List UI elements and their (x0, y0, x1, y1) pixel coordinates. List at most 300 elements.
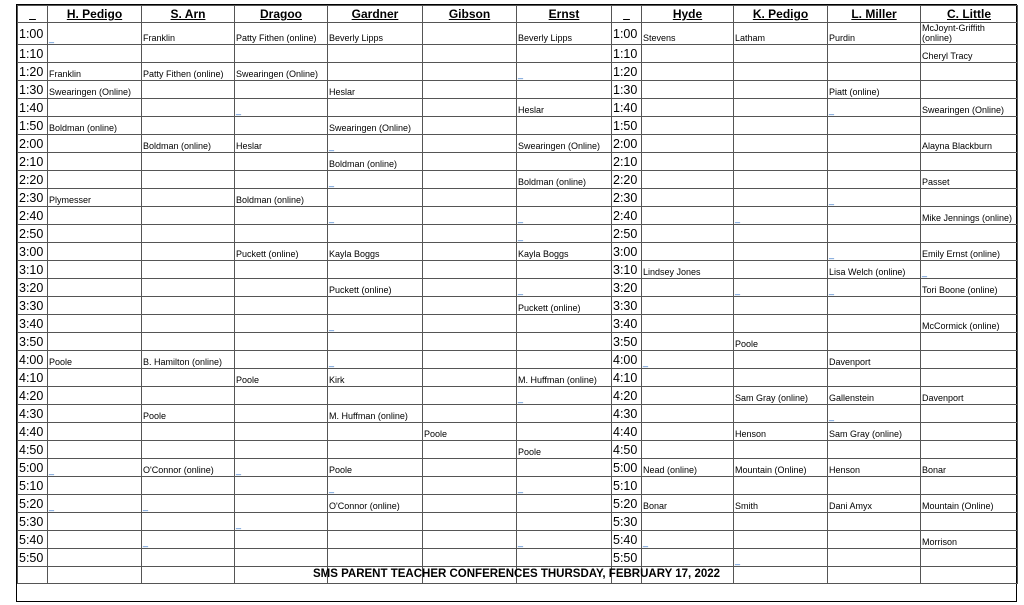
appointment-cell (517, 441, 612, 459)
appointment-name: Boldman (online) (143, 141, 212, 151)
time-label: 5:00 (612, 459, 642, 477)
appointment-name: Nead (online) (643, 465, 698, 475)
appointment-cell (734, 387, 828, 405)
blank-marker: _ (735, 285, 741, 295)
appointment-cell (48, 441, 142, 459)
appointment-cell (423, 531, 517, 549)
time-label: 1:40 (18, 99, 48, 117)
appointment-cell (642, 99, 734, 117)
time-slot-row (18, 333, 1018, 351)
appointment-cell (642, 207, 734, 225)
time-label: 4:40 (18, 423, 48, 441)
time-label: 5:10 (18, 477, 48, 495)
blank-marker: _ (329, 177, 335, 187)
appointment-name: Morrison (922, 537, 958, 547)
appointment-cell (517, 495, 612, 513)
appointment-cell (642, 261, 734, 279)
appointment-name: Poole (143, 411, 167, 421)
time-slot-row (18, 99, 1018, 117)
blank-marker: _ (518, 231, 524, 241)
appointment-cell (328, 23, 423, 45)
appointment-cell (517, 387, 612, 405)
appointment-name: Kayla Boggs (329, 249, 380, 259)
time-label: 4:20 (612, 387, 642, 405)
appointment-cell (235, 117, 328, 135)
appointment-name: Mountain (Online) (922, 501, 994, 511)
appointment-cell (921, 459, 1018, 477)
appointment-cell (48, 297, 142, 315)
appointment-cell (734, 459, 828, 477)
time-label: 2:50 (18, 225, 48, 243)
appointment-cell (921, 153, 1018, 171)
appointment-cell (423, 189, 517, 207)
appointment-cell (734, 135, 828, 153)
appointment-cell (328, 279, 423, 297)
blank-marker: _ (329, 357, 335, 367)
appointment-name: Poole (329, 465, 353, 475)
appointment-cell (328, 441, 423, 459)
appointment-name: Puckett (online) (236, 249, 299, 259)
blank-marker: _ (518, 483, 524, 493)
appointment-cell (734, 153, 828, 171)
appointment-cell (328, 117, 423, 135)
time-slot-row (18, 315, 1018, 333)
time-slot-row (18, 135, 1018, 153)
time-slot-row (18, 279, 1018, 297)
appointment-cell (48, 207, 142, 225)
appointment-name: Heslar (518, 105, 545, 115)
blank-marker: _ (236, 519, 242, 529)
appointment-name: Swearingen (Online) (236, 69, 319, 79)
appointment-name: Tori Boone (online) (922, 285, 998, 295)
appointment-cell (517, 171, 612, 189)
appointment-cell (235, 513, 328, 531)
appointment-cell (921, 333, 1018, 351)
appointment-cell (921, 351, 1018, 369)
appointment-cell (921, 225, 1018, 243)
blank-marker: _ (829, 249, 835, 259)
blank-marker: _ (643, 537, 649, 547)
appointment-cell (734, 495, 828, 513)
appointment-cell (235, 81, 328, 99)
appointment-cell (517, 63, 612, 81)
appointment-cell (517, 549, 612, 567)
time-label: 2:00 (18, 135, 48, 153)
appointment-name: Plymesser (49, 195, 92, 205)
header-row (18, 6, 1018, 23)
appointment-cell (642, 549, 734, 567)
appointment-name: Davenport (922, 393, 964, 403)
appointment-cell (328, 45, 423, 63)
appointment-cell (328, 189, 423, 207)
appointment-cell (828, 351, 921, 369)
schedule-body (18, 23, 1018, 584)
appointment-cell (48, 81, 142, 99)
appointment-cell (517, 333, 612, 351)
appointment-cell (423, 477, 517, 495)
appointment-name: Cheryl Tracy (922, 51, 973, 61)
appointment-cell (328, 207, 423, 225)
time-label: 1:10 (612, 45, 642, 63)
appointment-cell (328, 423, 423, 441)
appointment-name: Boldman (online) (329, 159, 398, 169)
appointment-cell (921, 531, 1018, 549)
blank-marker: _ (643, 357, 649, 367)
appointment-cell (48, 23, 142, 45)
time-label: 4:20 (18, 387, 48, 405)
appointment-cell (921, 81, 1018, 99)
appointment-cell (642, 243, 734, 261)
appointment-cell (921, 549, 1018, 567)
time-slot-row (18, 153, 1018, 171)
appointment-cell (142, 63, 235, 81)
appointment-name: Poole (236, 375, 260, 385)
appointment-cell (235, 171, 328, 189)
appointment-cell (642, 531, 734, 549)
appointment-cell (921, 117, 1018, 135)
appointment-name: Beverly Lipps (518, 33, 573, 43)
appointment-cell (423, 441, 517, 459)
appointment-name: Poole (735, 339, 759, 349)
appointment-name: Beverly Lipps (329, 33, 384, 43)
time-label: 4:50 (612, 441, 642, 459)
appointment-cell (423, 351, 517, 369)
time-slot-row (18, 441, 1018, 459)
appointment-cell (921, 297, 1018, 315)
appointment-cell (828, 243, 921, 261)
appointment-name: Patty Fithen (online) (143, 69, 224, 79)
appointment-cell (328, 81, 423, 99)
appointment-cell (142, 81, 235, 99)
appointment-cell (642, 189, 734, 207)
teacher-column-header: Gardner (328, 6, 423, 23)
schedule-sheet (16, 4, 1017, 602)
appointment-cell (921, 243, 1018, 261)
appointment-cell (235, 531, 328, 549)
appointment-cell (328, 135, 423, 153)
appointment-name: Bonar (643, 501, 668, 511)
time-label: 3:20 (612, 279, 642, 297)
time-slot-row (18, 297, 1018, 315)
appointment-cell (828, 207, 921, 225)
appointment-cell (734, 63, 828, 81)
appointment-cell (642, 45, 734, 63)
appointment-cell (48, 423, 142, 441)
appointment-cell (423, 333, 517, 351)
blank-marker: _ (329, 213, 335, 223)
appointment-cell (48, 153, 142, 171)
time-label: 3:30 (612, 297, 642, 315)
appointment-cell (235, 153, 328, 171)
time-slot-row (18, 387, 1018, 405)
appointment-cell (828, 477, 921, 495)
time-label: 1:20 (18, 63, 48, 81)
teacher-column-header: S. Arn (142, 6, 235, 23)
appointment-cell (734, 441, 828, 459)
time-label: 4:10 (612, 369, 642, 387)
appointment-cell (642, 153, 734, 171)
time-label: 4:50 (18, 441, 48, 459)
appointment-cell (235, 45, 328, 63)
appointment-cell (828, 513, 921, 531)
appointment-cell (642, 117, 734, 135)
appointment-cell (423, 243, 517, 261)
appointment-cell (828, 333, 921, 351)
appointment-cell (235, 315, 328, 333)
appointment-cell (328, 225, 423, 243)
appointment-name: Poole (49, 357, 73, 367)
appointment-cell (235, 279, 328, 297)
appointment-cell (235, 387, 328, 405)
appointment-cell (235, 351, 328, 369)
appointment-name: Swearingen (Online) (518, 141, 601, 151)
appointment-cell (828, 315, 921, 333)
appointment-cell (828, 99, 921, 117)
appointment-cell (235, 99, 328, 117)
time-slot-row (18, 189, 1018, 207)
appointment-cell (48, 225, 142, 243)
time-slot-row (18, 405, 1018, 423)
appointment-cell (517, 477, 612, 495)
appointment-cell (48, 549, 142, 567)
appointment-cell (328, 405, 423, 423)
appointment-cell (48, 243, 142, 261)
appointment-cell (235, 225, 328, 243)
appointment-cell (48, 477, 142, 495)
appointment-cell (235, 549, 328, 567)
appointment-cell (328, 243, 423, 261)
time-label: 3:50 (18, 333, 48, 351)
time-label: 3:30 (18, 297, 48, 315)
appointment-name: Henson (735, 429, 767, 439)
time-label: 1:50 (18, 117, 48, 135)
appointment-cell (328, 351, 423, 369)
appointment-cell (734, 369, 828, 387)
appointment-cell (142, 243, 235, 261)
appointment-cell (142, 261, 235, 279)
time-label: 5:50 (18, 549, 48, 567)
appointment-cell (921, 405, 1018, 423)
appointment-cell (517, 459, 612, 477)
time-label: 2:20 (18, 171, 48, 189)
appointment-cell (48, 351, 142, 369)
appointment-cell (517, 261, 612, 279)
appointment-cell (921, 279, 1018, 297)
appointment-cell (517, 405, 612, 423)
appointment-cell (828, 189, 921, 207)
blank-marker: _ (518, 537, 524, 547)
appointment-cell (921, 387, 1018, 405)
appointment-cell (921, 495, 1018, 513)
appointment-cell (828, 81, 921, 99)
time-label: 3:40 (612, 315, 642, 333)
appointment-cell (734, 189, 828, 207)
appointment-cell (48, 135, 142, 153)
appointment-cell (734, 297, 828, 315)
appointment-cell (517, 45, 612, 63)
blank-marker: _ (518, 393, 524, 403)
appointment-cell (423, 63, 517, 81)
appointment-cell (142, 189, 235, 207)
appointment-cell (734, 225, 828, 243)
appointment-cell (921, 423, 1018, 441)
appointment-cell (142, 369, 235, 387)
time-slot-row (18, 63, 1018, 81)
appointment-cell (642, 495, 734, 513)
appointment-cell (142, 387, 235, 405)
appointment-cell (48, 189, 142, 207)
appointment-name: M. Huffman (online) (518, 375, 597, 385)
appointment-cell (734, 351, 828, 369)
appointment-cell (328, 477, 423, 495)
time-label: 3:50 (612, 333, 642, 351)
appointment-cell (734, 207, 828, 225)
appointment-cell (142, 99, 235, 117)
appointment-cell (423, 315, 517, 333)
appointment-cell (642, 513, 734, 531)
appointment-cell (235, 297, 328, 315)
time-label: 5:10 (612, 477, 642, 495)
appointment-cell (517, 99, 612, 117)
appointment-cell (828, 63, 921, 81)
teacher-column-header: Ernst (517, 6, 612, 23)
appointment-name: B. Hamilton (online) (143, 357, 223, 367)
appointment-cell (48, 171, 142, 189)
appointment-cell (142, 423, 235, 441)
blank-marker: _ (518, 69, 524, 79)
time-label: 2:20 (612, 171, 642, 189)
time-slot-row (18, 45, 1018, 63)
appointment-cell (48, 513, 142, 531)
appointment-cell (734, 549, 828, 567)
time-slot-row (18, 117, 1018, 135)
appointment-cell (642, 23, 734, 45)
appointment-cell (423, 81, 517, 99)
appointment-cell (642, 369, 734, 387)
appointment-cell (423, 495, 517, 513)
blank-marker: _ (735, 555, 741, 565)
time-label: 2:30 (18, 189, 48, 207)
appointment-cell (142, 531, 235, 549)
blank-marker: _ (829, 285, 835, 295)
appointment-name: Davenport (829, 357, 871, 367)
time-slot-row (18, 459, 1018, 477)
appointment-cell (828, 171, 921, 189)
appointment-cell (142, 45, 235, 63)
appointment-name: Kirk (329, 375, 345, 385)
appointment-cell (235, 333, 328, 351)
appointment-cell (517, 279, 612, 297)
appointment-cell (423, 387, 517, 405)
time-label: 1:30 (18, 81, 48, 99)
time-slot-row (18, 531, 1018, 549)
appointment-name: Boldman (online) (49, 123, 118, 133)
appointment-name: Boldman (online) (236, 195, 305, 205)
time-label: 1:30 (612, 81, 642, 99)
blank-marker: _ (236, 465, 242, 475)
time-label: 2:00 (612, 135, 642, 153)
appointment-cell (423, 279, 517, 297)
time-label: 1:20 (612, 63, 642, 81)
appointment-name: O'Connor (online) (143, 465, 214, 475)
appointment-cell (828, 405, 921, 423)
appointment-name: Stevens (643, 33, 676, 43)
appointment-cell (328, 531, 423, 549)
appointment-cell (142, 495, 235, 513)
time-slot-row (18, 23, 1018, 45)
time-slot-row (18, 171, 1018, 189)
appointment-cell (734, 99, 828, 117)
appointment-name: Swearingen (Online) (329, 123, 412, 133)
time-label: 5:20 (612, 495, 642, 513)
appointment-cell (235, 369, 328, 387)
appointment-cell (828, 261, 921, 279)
appointment-name: Dani Amyx (829, 501, 873, 511)
appointment-cell (642, 477, 734, 495)
appointment-cell (921, 315, 1018, 333)
appointment-cell (517, 315, 612, 333)
time-label: 3:20 (18, 279, 48, 297)
blank-marker: _ (518, 213, 524, 223)
appointment-cell (517, 297, 612, 315)
appointment-cell (517, 531, 612, 549)
teacher-column-header: Dragoo (235, 6, 328, 23)
appointment-cell (517, 23, 612, 45)
appointment-cell (828, 23, 921, 45)
appointment-cell (828, 387, 921, 405)
teacher-column-header: Gibson (423, 6, 517, 23)
appointment-name: Franklin (143, 33, 176, 43)
appointment-cell (328, 171, 423, 189)
time-slot-row (18, 477, 1018, 495)
appointment-cell (48, 45, 142, 63)
appointment-cell (921, 513, 1018, 531)
appointment-cell (921, 171, 1018, 189)
appointment-cell (142, 225, 235, 243)
appointment-cell (734, 279, 828, 297)
appointment-cell (48, 369, 142, 387)
appointment-cell (642, 351, 734, 369)
appointment-cell (235, 23, 328, 45)
appointment-cell (517, 351, 612, 369)
appointment-cell (142, 279, 235, 297)
blank-marker: _ (829, 105, 835, 115)
time-label: 3:40 (18, 315, 48, 333)
appointment-cell (328, 459, 423, 477)
appointment-cell (921, 99, 1018, 117)
blank-marker: _ (329, 483, 335, 493)
blank-marker: _ (143, 501, 149, 511)
appointment-cell (235, 63, 328, 81)
appointment-cell (828, 549, 921, 567)
appointment-cell (235, 405, 328, 423)
appointment-cell (828, 153, 921, 171)
time-label: 1:50 (612, 117, 642, 135)
appointment-cell (423, 513, 517, 531)
appointment-cell (828, 45, 921, 63)
appointment-cell (642, 441, 734, 459)
appointment-cell (921, 261, 1018, 279)
appointment-cell (142, 441, 235, 459)
appointment-name: Mountain (Online) (735, 465, 807, 475)
appointment-cell (48, 387, 142, 405)
appointment-cell (235, 441, 328, 459)
appointment-cell (828, 423, 921, 441)
time-label: 5:30 (612, 513, 642, 531)
time-slot-row (18, 513, 1018, 531)
appointment-cell (734, 531, 828, 549)
appointment-cell (328, 63, 423, 81)
